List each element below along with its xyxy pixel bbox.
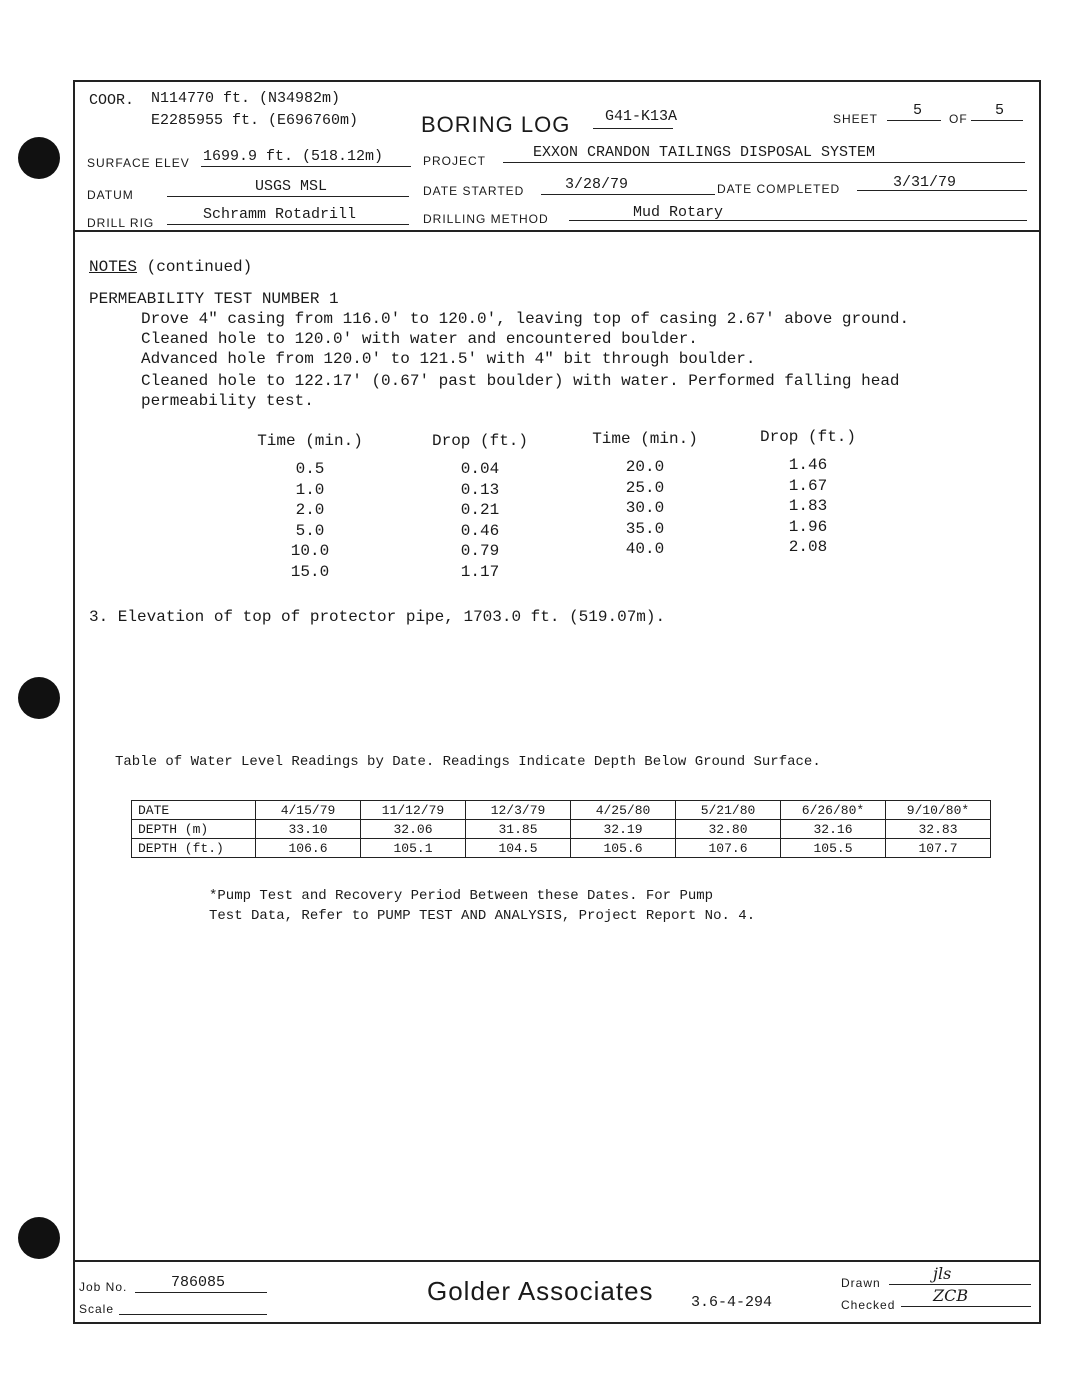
table-row: [132, 839, 991, 858]
datum-label: DATUM: [87, 188, 134, 202]
sheet-total: 5: [995, 102, 1005, 119]
table-cell: 32.19: [571, 820, 676, 839]
table-footnote: *Pump Test and Recovery Period Between these Dates. For Pump: [209, 888, 714, 904]
note-3: 3. Elevation of top of protector pipe, 1703.0 ft. (519.07m).: [89, 608, 666, 626]
perm-time-column: [245, 432, 375, 582]
drop-value: 1.46: [788, 456, 828, 474]
coor-east: E2285955 ft. (E696760m): [151, 112, 359, 129]
drill-rig-label: DRILL RIG: [87, 216, 155, 230]
table-cell: 33.10: [256, 820, 361, 839]
table-cell: 32.83: [886, 820, 991, 839]
perm-line: permeability test.: [141, 392, 314, 410]
table-cell: 4/15/79: [256, 801, 361, 820]
log-title: BORING LOG: [421, 112, 571, 137]
table-cell: 4/25/80: [571, 801, 676, 820]
time-value: 40.0: [625, 540, 665, 558]
drilling-method-label: DRILLING METHOD: [423, 212, 549, 226]
binder-hole: [18, 1217, 60, 1259]
sheet-label: SHEET: [833, 112, 879, 126]
drop-value: 1.67: [788, 476, 828, 495]
time-value: 25.0: [625, 478, 665, 497]
time-value: 10.0: [290, 542, 330, 560]
table-cell: 6/26/80*: [781, 801, 886, 820]
drilling-method-value: Mud Rotary: [633, 204, 724, 221]
perm-line: Cleaned hole to 120.0' with water and encountered boulder.: [141, 330, 698, 348]
coor-label: COOR.: [89, 92, 135, 109]
table-cell: 32.06: [361, 820, 466, 839]
date-started-label: DATE STARTED: [423, 184, 525, 198]
drop-value: 0.21: [460, 501, 500, 519]
table-footnote: Test Data, Refer to PUMP TEST AND ANALYSIS, Project Report No. 4.: [209, 908, 756, 924]
time-value: 30.0: [625, 499, 665, 517]
table-cell: 9/10/80*: [886, 801, 991, 820]
perm-drop-column: [415, 432, 545, 582]
table-cell: DEPTH (m): [132, 820, 256, 839]
project-value: EXXON CRANDON TAILINGS DISPOSAL SYSTEM: [533, 144, 876, 161]
table-cell: 107.6: [676, 839, 781, 858]
binder-hole: [18, 677, 60, 719]
drop-value: 0.79: [460, 542, 500, 560]
of-label: OF: [949, 112, 968, 126]
table-row: [132, 820, 991, 839]
perm-time-column: [580, 430, 710, 560]
binder-hole: [18, 137, 60, 179]
table-cell: 107.7: [886, 839, 991, 858]
perm-line: Drove 4" casing from 116.0' to 120.0', leaving top of casing 2.67' above ground.: [141, 310, 910, 328]
drill-rig-value: Schramm Rotadrill: [203, 206, 357, 223]
drop-value: 0.13: [460, 480, 500, 499]
log-header: [75, 82, 1039, 232]
project-label: PROJECT: [423, 154, 487, 168]
job-no-value: 786085: [171, 1274, 226, 1291]
scale-label: Scale: [79, 1302, 115, 1316]
table-cell: 105.5: [781, 839, 886, 858]
company-name: Golder Associates: [427, 1276, 654, 1306]
time-value: 15.0: [290, 562, 330, 581]
water-level-caption: Table of Water Level Readings by Date. Readings Indicate Depth Below Ground Surface.: [115, 754, 821, 770]
time-value: 2.0: [295, 501, 325, 519]
table-cell: 32.80: [676, 820, 781, 839]
drop-value: 1.17: [460, 562, 500, 581]
table-cell: 105.6: [571, 839, 676, 858]
drawn-by: jls: [933, 1264, 952, 1283]
perm-line: Advanced hole from 120.0' to 121.5' with 4" bit through boulder.: [141, 350, 756, 368]
table-cell: 31.85: [466, 820, 571, 839]
table-cell: 105.1: [361, 839, 466, 858]
drop-header: Drop (ft.): [759, 428, 856, 446]
date-started-value: 3/28/79: [565, 176, 629, 193]
time-value: 35.0: [625, 519, 665, 538]
surface-elev-label: SURFACE ELEV: [87, 156, 190, 170]
table-cell: 12/3/79: [466, 801, 571, 820]
table-cell: 32.16: [781, 820, 886, 839]
time-header: Time (min.): [592, 430, 698, 448]
notes-heading: NOTES: [89, 258, 138, 276]
time-value: 5.0: [295, 521, 325, 540]
checked-by: ZCB: [933, 1286, 969, 1305]
time-value: 20.0: [625, 458, 665, 476]
sheet-number: 5: [913, 102, 923, 119]
log-id: G41-K13A: [605, 108, 678, 125]
time-value: 0.5: [295, 460, 325, 478]
boring-log-sheet: [73, 80, 1041, 1324]
coor-north: N114770 ft. (N34982m): [151, 90, 341, 107]
drop-value: 1.83: [788, 497, 828, 515]
document-code: 3.6-4-294: [691, 1294, 773, 1311]
notes-heading-suffix: (continued): [146, 258, 253, 276]
table-cell: 5/21/80: [676, 801, 781, 820]
drawn-label: Drawn: [841, 1276, 881, 1290]
perm-line: Cleaned hole to 122.17' (0.67' past boulder) with water. Performed falling head: [141, 372, 900, 390]
datum-value: USGS MSL: [255, 178, 328, 195]
date-completed-value: 3/31/79: [893, 174, 957, 191]
perm-test-title: PERMEABILITY TEST NUMBER 1: [89, 290, 339, 308]
table-cell: 106.6: [256, 839, 361, 858]
surface-elev-value: 1699.9 ft. (518.12m): [203, 148, 384, 165]
title-block: [75, 1260, 1039, 1322]
drop-value: 2.08: [788, 538, 828, 556]
drop-value: 1.96: [788, 517, 828, 536]
drop-header: Drop (ft.): [431, 432, 528, 450]
checked-label: Checked: [841, 1298, 896, 1312]
drop-value: 0.46: [460, 521, 500, 540]
table-cell: 104.5: [466, 839, 571, 858]
perm-drop-column: [743, 428, 873, 558]
drop-value: 0.04: [460, 460, 500, 478]
table-row: [132, 801, 991, 820]
table-cell: DEPTH (ft.): [132, 839, 256, 858]
time-header: Time (min.): [257, 432, 363, 450]
table-cell: 11/12/79: [361, 801, 466, 820]
table-cell: DATE: [132, 801, 256, 820]
date-completed-label: DATE COMPLETED: [717, 182, 841, 196]
job-no-label: Job No.: [79, 1280, 128, 1294]
water-level-table: [131, 800, 991, 858]
time-value: 1.0: [295, 480, 325, 499]
